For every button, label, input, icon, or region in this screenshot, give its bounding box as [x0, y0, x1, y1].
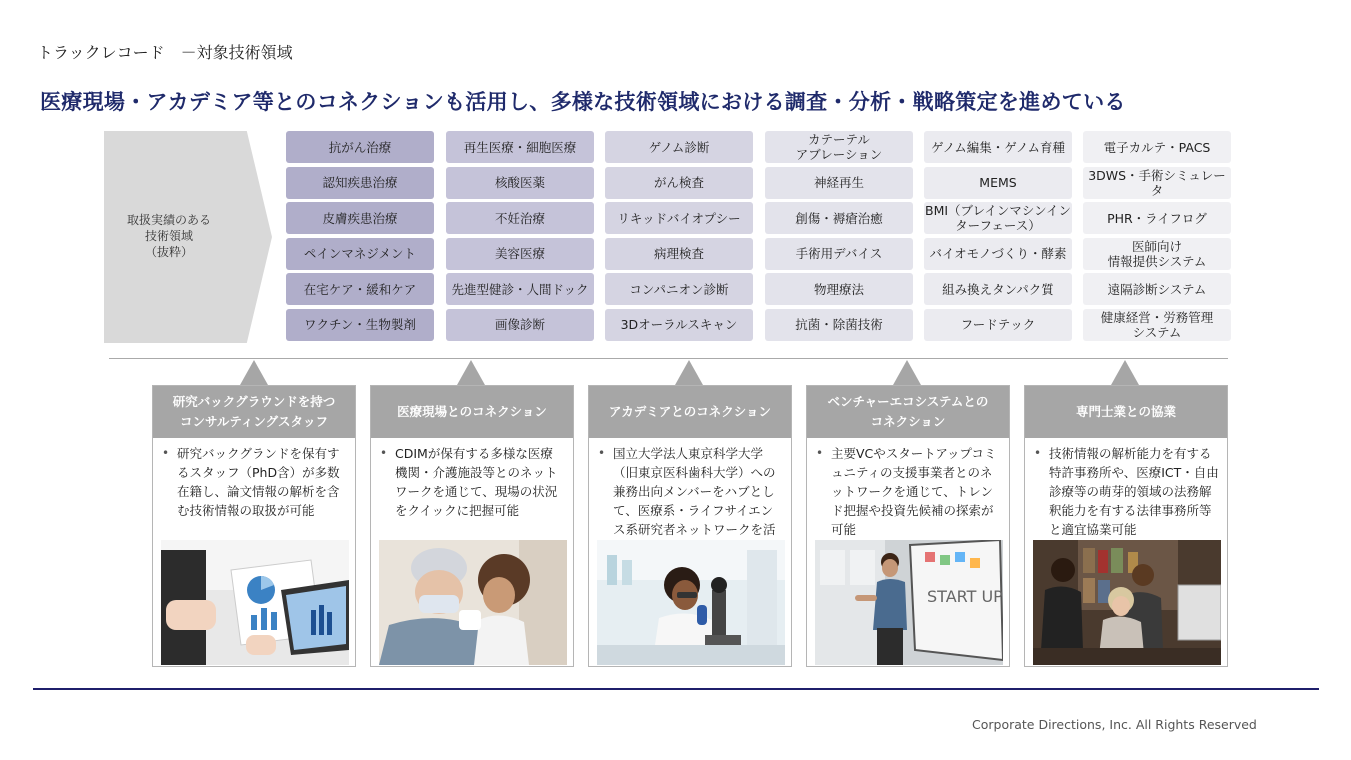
pointer-triangle: [457, 360, 485, 385]
panel-title: アカデミアとのコネクション: [589, 386, 791, 438]
tech-cell: 核酸医薬: [446, 167, 594, 199]
panel-body: [371, 438, 573, 542]
tech-cell: 再生医療・細胞医療: [446, 131, 594, 163]
footer-copyright: Corporate Directions, Inc. All Rights Reserved: [972, 717, 1257, 732]
bullet-icon: •: [380, 446, 388, 460]
tech-column-3: [605, 131, 753, 345]
tech-cell: 遠隔診断システム: [1083, 273, 1231, 305]
photo-doctor-child: [379, 540, 567, 665]
tech-cell: 先進型健診・人間ドック: [446, 273, 594, 305]
tech-cell: 物理療法: [765, 273, 913, 305]
panel-text: 研究バックグランドを保有するスタッフ（PhD含）が多数在籍し、論文情報の解析を含む技術情報の取扱が可能: [177, 446, 340, 518]
footer-rule: [33, 688, 1319, 690]
divider-line: [109, 358, 1228, 359]
tech-column-5: [924, 131, 1072, 345]
panel-text: 技術情報の解析能力を有する特許事務所や、医療ICT・自由診療等の萌芽的領域の法務解釈能力を有する法律事務所等と適宜協業可能: [1049, 446, 1219, 537]
capability-panel-academia-connection: [588, 385, 792, 667]
tech-cell: ワクチン・生物製剤: [286, 309, 434, 341]
capability-panel-venture-ecosystem: [806, 385, 1010, 667]
tech-cell: 神経再生: [765, 167, 913, 199]
bullet-icon: •: [816, 446, 824, 460]
tech-column-1: [286, 131, 434, 345]
bullet-icon: •: [1034, 446, 1042, 460]
tech-cell: 創傷・褥瘡治癒: [765, 202, 913, 234]
tech-cell: 医師向け 情報提供システム: [1083, 238, 1231, 270]
arrow-label-line: 取扱実績のある: [126, 213, 211, 227]
tech-cell: ゲノム編集・ゲノム育種: [924, 131, 1072, 163]
tech-cell: がん検査: [605, 167, 753, 199]
tech-cell: 在宅ケア・緩和ケア: [286, 273, 434, 305]
tech-cell: 病理検査: [605, 238, 753, 270]
tech-cell: 3DWS・手術シミュレータ: [1083, 167, 1231, 199]
panel-title: 研究バックグラウンドを持つ コンサルティングスタッフ: [153, 386, 355, 438]
capability-panel-professional-firms: [1024, 385, 1228, 667]
breadcrumb: トラックレコード －対象技術領域: [37, 43, 293, 62]
capability-panel-medical-connection: [370, 385, 574, 667]
photo-legal-team: [1033, 540, 1221, 665]
pointer-triangle: [675, 360, 703, 385]
pointer-triangle: [240, 360, 268, 385]
tech-cell: 不妊治療: [446, 202, 594, 234]
tech-cell: コンパニオン診断: [605, 273, 753, 305]
photo-startup-presentation: [815, 540, 1003, 665]
tech-cell: 健康経営・労務管理 システム: [1083, 309, 1231, 341]
tech-cell: 電子カルテ・PACS: [1083, 131, 1231, 163]
tech-cell: フードテック: [924, 309, 1072, 341]
panel-title: ベンチャーエコシステムとの コネクション: [807, 386, 1009, 438]
bullet-icon: •: [598, 446, 606, 460]
tech-cell: BMI（ブレインマシンイン ターフェース）: [925, 203, 1071, 234]
tech-cell: 画像診断: [446, 309, 594, 341]
tech-cell: 3Dオーラルスキャン: [605, 309, 753, 341]
photo-lab-scientist: [597, 540, 785, 665]
tech-cell: PHR・ライフログ: [1083, 202, 1231, 234]
pointer-triangle: [893, 360, 921, 385]
tech-cell: ペインマネジメント: [286, 238, 434, 270]
tech-column-4: [765, 131, 913, 345]
tech-cell: 組み換えタンパク質: [924, 273, 1072, 305]
capability-panel-research-staff: [152, 385, 356, 667]
panel-body: [153, 438, 355, 542]
panel-body: [1025, 438, 1227, 542]
page-title: 医療現場・アカデミア等とのコネクションも活用し、多様な技術領域における調査・分析・戦略策定を進めている: [40, 90, 1126, 114]
panel-body: [807, 438, 1009, 542]
tech-cell: 皮膚疾患治療: [286, 202, 434, 234]
tech-cell: 認知疾患治療: [286, 167, 434, 199]
tech-cell: 美容医療: [446, 238, 594, 270]
tech-cell: リキッドバイオプシー: [605, 202, 753, 234]
panel-text: CDIMが保有する多様な医療機関・介護施設等とのネットワークを通じて、現場の状況をクイックに把握可能: [395, 446, 558, 518]
arrow-label-line: （抜粋）: [144, 245, 193, 259]
tech-cell: ゲノム診断: [605, 131, 753, 163]
tech-cell: バイオモノづくり・酵素: [924, 238, 1072, 270]
tech-cell: 抗がん治療: [286, 131, 434, 163]
whiteboard-text: START UP: [927, 587, 1003, 606]
panel-text: 主要VCやスタートアップコミュニティの支援事業者とのネットワークを通じて、トレンド把握や投資先候補の探索が可能: [831, 446, 997, 537]
tech-cell: 手術用デバイス: [765, 238, 913, 270]
pointer-triangle: [1111, 360, 1139, 385]
photo-analytics: [161, 540, 349, 665]
tech-cell: カテーテル アブレーション: [765, 131, 913, 163]
tech-column-2: [446, 131, 594, 345]
panel-title: 専門士業との協業: [1025, 386, 1227, 438]
panel-body: [589, 438, 791, 542]
tech-column-6: [1083, 131, 1231, 345]
tech-cell: 抗菌・除菌技術: [765, 309, 913, 341]
arrow-label: [114, 212, 224, 260]
arrow-label-line: 技術領域: [144, 229, 193, 243]
bullet-icon: •: [162, 446, 170, 460]
panel-text: 国立大学法人東京科学大学（旧東京医科歯科大学）への兼務出向メンバーをハブとして、医療系・ライフサイエンス系研究者ネットワークを活: [613, 446, 776, 537]
panel-title: 医療現場とのコネクション: [371, 386, 573, 438]
tech-cell: MEMS: [924, 167, 1072, 199]
